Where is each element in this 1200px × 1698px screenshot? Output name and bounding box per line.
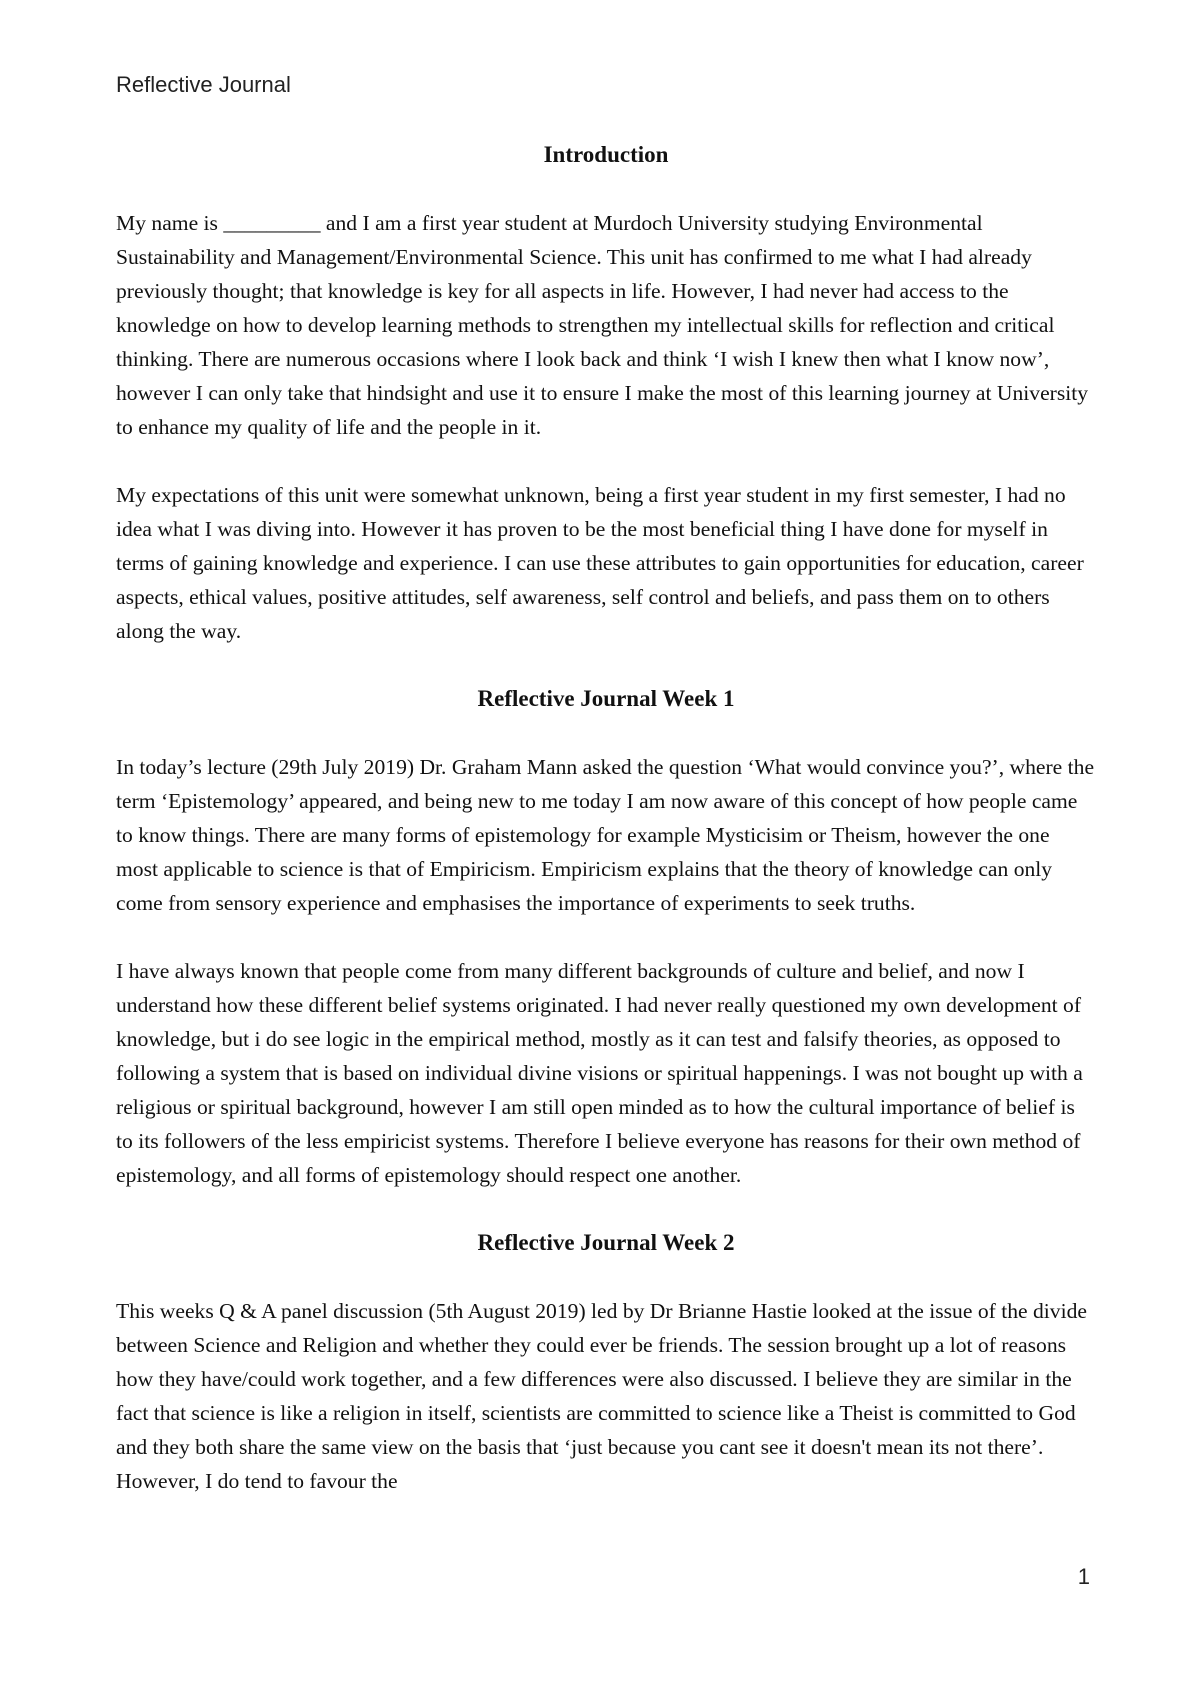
week2-paragraph-1: This weeks Q & A panel discussion (5th August 2019) led by Dr Brianne Hastie looked at the issue of the divide between Science and Religion and whether they could ever be friends. The session brought up a lot of reasons how they have/could work together, and a few differences were also discussed. I believe they are similar in the fact that science is like a religion in itself, scientists are committed to science like a Theist is committed to God and they both share the same view on the basis that ‘just because you cant see it doesn't mean its not there’. However, I do tend to favour the	[116, 1299, 1087, 1493]
week1-paragraph-2: I have always known that people come from many different backgrounds of culture and belief, and now I understand how these different belief systems originated. I had never really questioned my own development of knowledge, but i do see logic in the empirical method, mostly as it can test and falsify theories, as opposed to following a system that is based on individual divine visions or spiritual happenings. I was not bought up with a religious or spiritual background, however I am still open minded as to how the cultural importance of belief is to its followers of the less empiricist systems. Therefore I believe everyone has reasons for their own method of epistemology, and all forms of epistemology should respect one another.	[116, 959, 1083, 1187]
introduction-paragraph-2: My expectations of this unit were somewhat unknown, being a first year student in my first semester, I had no idea what I was diving into. However it has proven to be the most beneficial thing I have done for myself in terms of gaining knowledge and experience. I can use these attributes to gain opportunities for education, career aspects, ethical values, positive attitudes, self awareness, self control and beliefs, and pass them on to others along the way.	[116, 483, 1084, 643]
introduction-paragraph-1: My name is _________ and I am a first year student at Murdoch University studying Environmental Sustainability and Management/Environmental Science. This unit has confirmed to me what I had already previously thought; that knowledge is key for all aspects in life. However, I had never had access to the knowledge on how to develop learning methods to strengthen my intellectual skills for reflection and critical thinking. There are numerous occasions where I look back and think ‘I wish I knew then what I know now’, however I can only take that hindsight and use it to ensure I make the most of this learning journey at University to enhance my quality of life and the people in it.	[116, 211, 1089, 439]
week1-paragraph-1: In today’s lecture (29th July 2019) Dr. Graham Mann asked the question ‘What would convince you?’, where the term ‘Epistemology’ appeared, and being new to me today I am now aware of this concept of how people came to know things. There are many forms of epistemology for example Mysticisim or Theism, however the one most applicable to science is that of Empiricism. Empiricism explains that the theory of knowledge can only come from sensory experience and emphasises the importance of experiments to seek truths.	[116, 755, 1095, 915]
week1-heading: Reflective Journal Week 1	[477, 686, 735, 711]
week2-heading: Reflective Journal Week 2	[477, 1230, 735, 1255]
document-body	[116, 138, 1096, 1498]
running-header: Reflective Journal	[116, 72, 291, 97]
introduction-heading: Introduction	[543, 142, 669, 167]
page-number: 1	[1077, 1564, 1090, 1589]
